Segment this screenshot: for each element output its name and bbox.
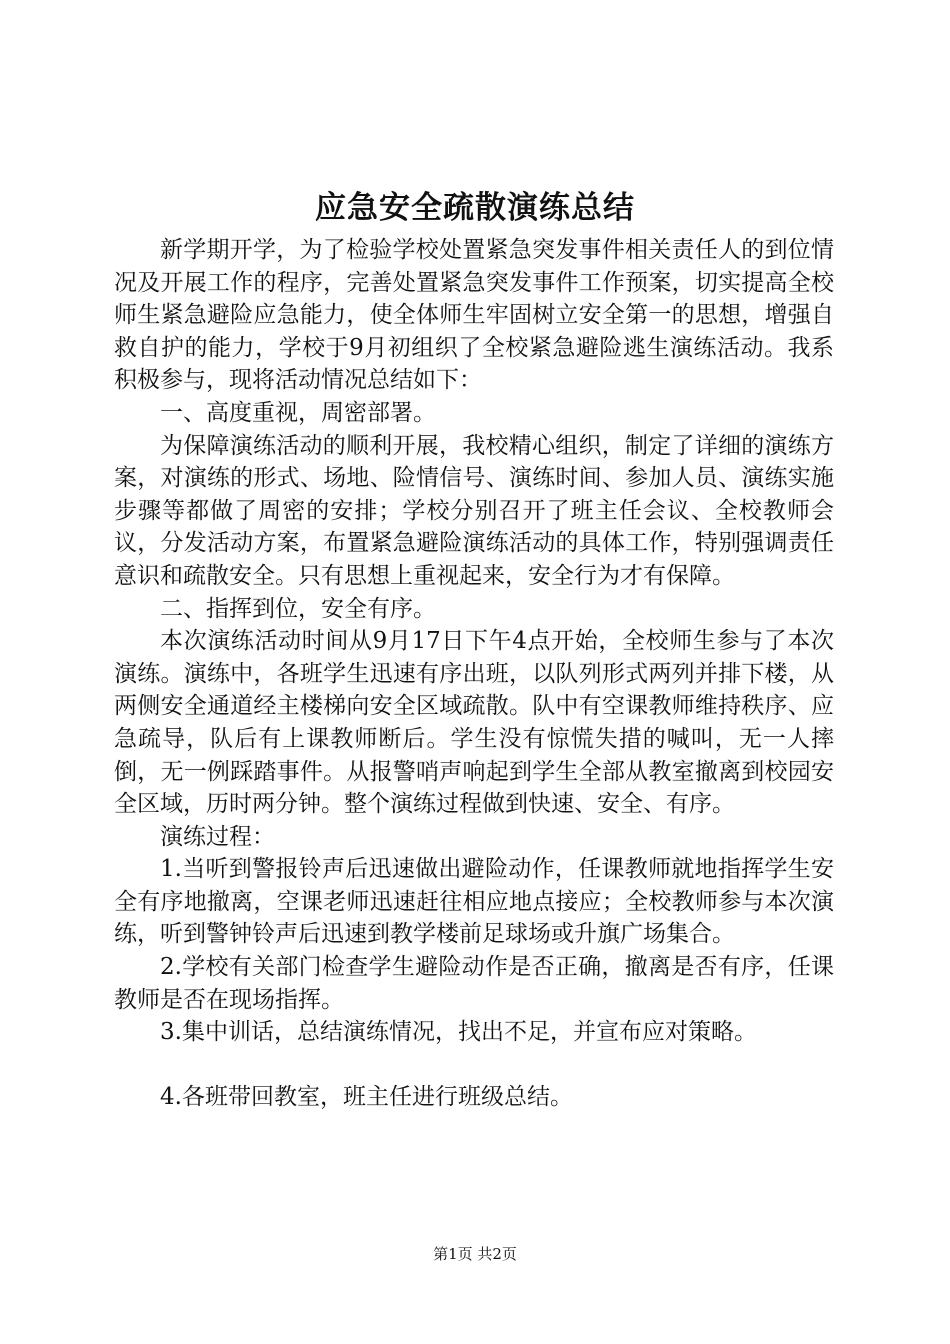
intro-paragraph: 新学期开学，为了检验学校处置紧急突发事件相关责任人的到位情况及开展工作的程序，完善处置紧急突发事件工作预案，切实提高全校师生紧急避险应急能力，使全体师生牢固树立安全第一的思想，增强自救自护的能力，学校于9月初组织了全校紧急避险逃生演练活动。我系积极参与，现将活动情况总结如下： bbox=[114, 237, 834, 394]
drill-step-4: 4.各班带回教室，班主任进行班级总结。 bbox=[160, 1083, 573, 1110]
section-heading-1: 一、高度重视，周密部署。 bbox=[160, 399, 436, 426]
drill-process-heading: 演练过程： bbox=[160, 823, 275, 850]
section-1-paragraph: 为保障演练活动的顺利开展，我校精心组织，制定了详细的演练方案，对演练的形式、场地、险情信号、演练时间、参加人员、演练实施步骤等都做了周密的安排；学校分别召开了班主任会议、全校教师会议，分发活动方案，布置紧急避险演练活动的具体工作，特别强调责任意识和疏散安全。只有思想上重视起来，安全行为才有保障。 bbox=[114, 432, 834, 589]
document-body bbox=[114, 234, 834, 1113]
section-2-paragraph: 本次演练活动时间从9月17日下午4点开始，全校师生参与了本次演练。演练中，各班学生迅速有序出班，以队列形式两列并排下楼，从两侧安全通道经主楼梯向安全区域疏散。队中有空课教师维持秩序、应急疏导，队后有上课教师断后。学生没有惊慌失措的喊叫，无一人摔倒，无一例踩踏事件。从报警哨声响起到学生全部从教室撤离到校园安全区域，历时两分钟。整个演练过程做到快速、安全、有序。 bbox=[114, 628, 834, 818]
page-number-footer: 第1页 共2页 bbox=[433, 1245, 517, 1263]
section-heading-2: 二、指挥到位，安全有序。 bbox=[160, 595, 436, 622]
document-title: 应急安全疏散演练总结 bbox=[315, 190, 635, 226]
drill-step-3: 3.集中训话，总结演练情况，找出不足，并宣布应对策略。 bbox=[160, 1019, 757, 1046]
drill-step-1: 1.当听到警报铃声后迅速做出避险动作，任课教师就地指挥学生安全有序地撤离，空课老师迅速赶往相应地点接应；全校教师参与本次演练，听到警钟铃声后迅速到教学楼前足球场或升旗广场集合。 bbox=[114, 856, 834, 948]
drill-step-2: 2.学校有关部门检查学生避险动作是否正确，撤离是否有序，任课教师是否在现场指挥。 bbox=[114, 954, 834, 1013]
